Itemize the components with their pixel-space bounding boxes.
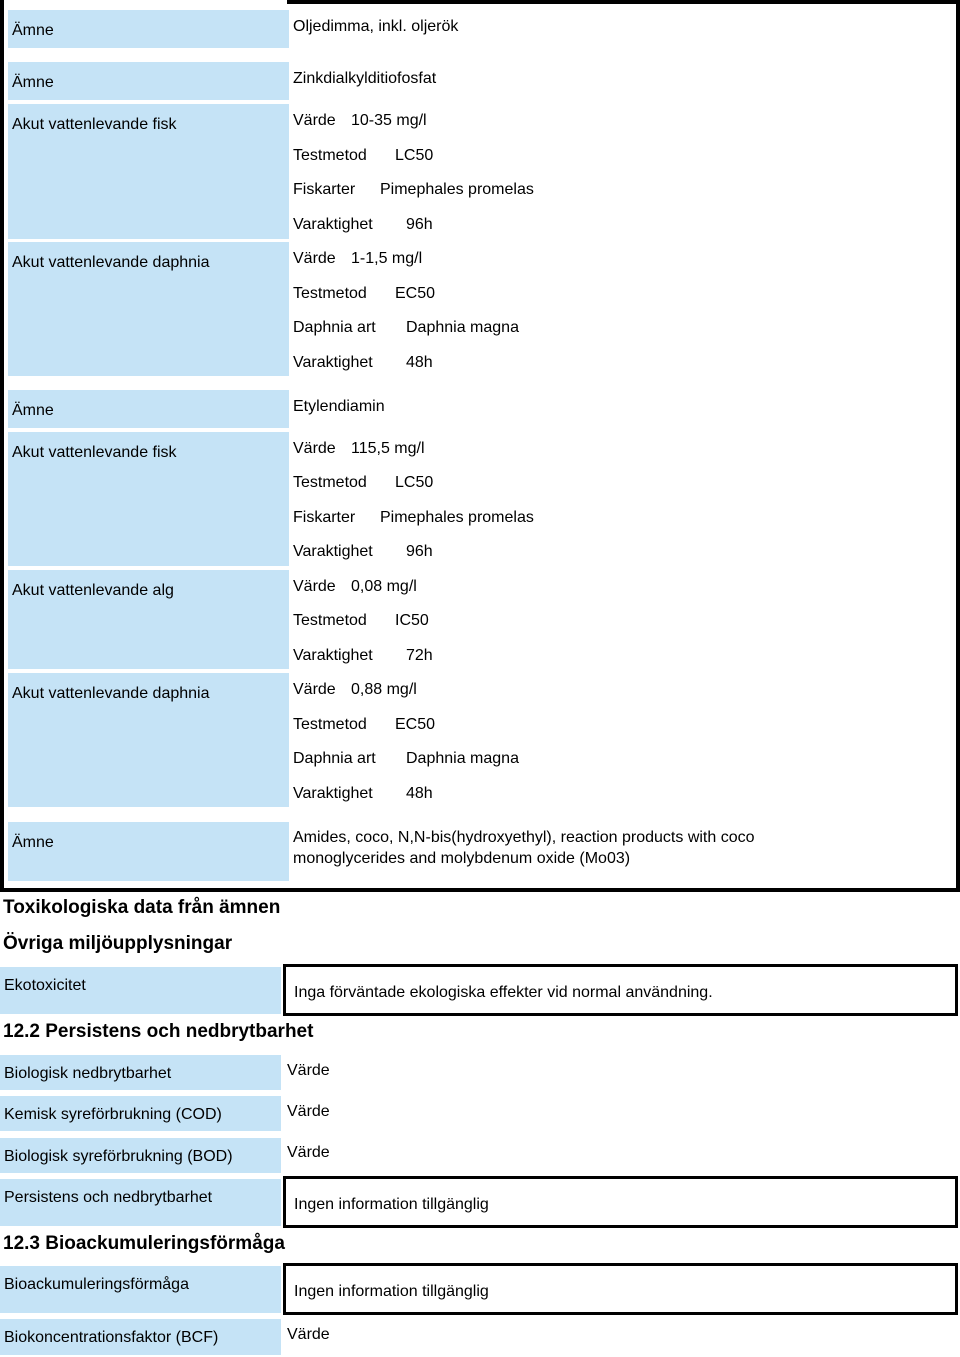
test-key: Varaktighet [293, 785, 373, 802]
test-key: Fiskarter [293, 509, 356, 526]
bioack-value-box [283, 1263, 958, 1315]
test-key: Värde [293, 112, 336, 129]
test-key: Varaktighet [293, 216, 373, 233]
section-heading-persist: 12.2 Persistens och nedbrytbarhet [3, 1021, 314, 1042]
persist-value: Värde [287, 1062, 330, 1079]
test-key: Varaktighet [293, 647, 373, 664]
test-row [293, 750, 519, 768]
test-key: Testmetod [293, 716, 367, 733]
persist-value: Ingen information tillgänglig [294, 1196, 489, 1213]
test-key: Testmetod [293, 147, 367, 164]
substance-name: Etylendiamin [293, 398, 385, 415]
test-key: Testmetod [293, 474, 367, 491]
substance-name-line2: monoglycerides and molybdenum oxide (Mo03) [293, 850, 631, 867]
substance-label-cell [8, 10, 289, 48]
persist-label: Kemisk syreförbrukning (COD) [4, 1106, 222, 1123]
persist-label-cell [0, 1096, 281, 1131]
test-row [293, 147, 433, 165]
test-key: Varaktighet [293, 354, 373, 371]
test-value: 1-1,5 mg/l [351, 250, 423, 267]
test-value: LC50 [395, 474, 434, 491]
substance-label: Ämne [12, 74, 54, 91]
substance-name-line1: Amides, coco, N,N-bis(hydroxyethyl), reaction products with coco [293, 829, 755, 846]
test-group-label-cell [8, 432, 289, 566]
test-value: 10-35 mg/l [351, 112, 427, 129]
test-value: Pimephales promelas [380, 509, 534, 526]
substance-label-cell [8, 62, 289, 100]
test-key: Testmetod [293, 285, 367, 302]
persist-label-cell [0, 1055, 281, 1090]
test-row [293, 319, 519, 337]
test-value: EC50 [395, 716, 436, 733]
persist-label-cell [0, 1138, 281, 1173]
ekotox-label-cell [0, 967, 281, 1014]
test-value: 0,08 mg/l [351, 578, 417, 595]
bioack-label-cell [0, 1266, 281, 1313]
section-heading-bioack: 12.3 Bioackumuleringsförmåga [3, 1233, 285, 1254]
test-key: Fiskarter [293, 181, 356, 198]
test-group-label-cell [8, 104, 289, 239]
table-top-border [287, 0, 960, 4]
substance-label: Ämne [12, 834, 54, 851]
persist-value-box [283, 1176, 958, 1228]
persist-label: Biologisk syreförbrukning (BOD) [4, 1148, 233, 1165]
test-row [293, 440, 425, 458]
test-group-label: Akut vattenlevande daphnia [12, 254, 210, 271]
test-key: Värde [293, 681, 336, 698]
test-row [293, 543, 433, 561]
persist-label: Biologisk nedbrytbarhet [4, 1065, 172, 1082]
test-value: Pimephales promelas [380, 181, 534, 198]
test-key: Varaktighet [293, 543, 373, 560]
substance-label: Ämne [12, 22, 54, 39]
test-key: Daphnia art [293, 750, 376, 767]
bioack-value: Ingen information tillgänglig [294, 1283, 489, 1300]
section-heading-tox: Toxikologiska data från ämnen [3, 897, 281, 918]
test-value: 0,88 mg/l [351, 681, 417, 698]
test-row [293, 716, 435, 734]
test-key: Värde [293, 250, 336, 267]
test-value: 72h [406, 647, 433, 664]
test-row [293, 112, 427, 130]
bioack-label: Biokoncentrationsfaktor (BCF) [4, 1329, 219, 1346]
ekotox-value-box [283, 964, 958, 1016]
bioack-value: Värde [287, 1326, 330, 1343]
test-group-label-cell [8, 570, 289, 669]
persist-label-cell [0, 1179, 281, 1226]
persist-value: Värde [287, 1103, 330, 1120]
test-value: Daphnia magna [406, 750, 519, 767]
test-value: EC50 [395, 285, 436, 302]
test-value: 96h [406, 216, 433, 233]
test-row [293, 612, 429, 630]
test-key: Värde [293, 578, 336, 595]
substance-label: Ämne [12, 402, 54, 419]
test-row [293, 181, 534, 199]
test-value: 48h [406, 354, 433, 371]
substance-name: Oljedimma, inkl. oljerök [293, 18, 459, 35]
substance-label-cell [8, 822, 289, 881]
test-key: Testmetod [293, 612, 367, 629]
test-row [293, 509, 534, 527]
test-row [293, 354, 433, 372]
test-row [293, 681, 417, 699]
test-value: 115,5 mg/l [351, 440, 425, 457]
bioack-label: Bioackumuleringsförmåga [4, 1276, 189, 1293]
test-row [293, 474, 433, 492]
test-value: Daphnia magna [406, 319, 519, 336]
test-row [293, 647, 433, 665]
ekotox-label: Ekotoxicitet [4, 977, 86, 994]
test-group-label: Akut vattenlevande daphnia [12, 685, 210, 702]
substance-label-cell [8, 390, 289, 428]
test-group-label: Akut vattenlevande fisk [12, 116, 177, 133]
test-group-label-cell [8, 242, 289, 376]
test-row [293, 285, 435, 303]
test-row [293, 578, 417, 596]
test-value: IC50 [395, 612, 429, 629]
test-row [293, 216, 433, 234]
test-group-label-cell [8, 673, 289, 807]
test-value: 48h [406, 785, 433, 802]
bioack-label-cell [0, 1319, 281, 1355]
test-key: Värde [293, 440, 336, 457]
ekotox-value: Inga förväntade ekologiska effekter vid normal användning. [294, 984, 713, 1001]
substance-name: Zinkdialkylditiofosfat [293, 70, 437, 87]
persist-label: Persistens och nedbrytbarhet [4, 1189, 213, 1206]
test-row [293, 250, 422, 268]
test-key: Daphnia art [293, 319, 376, 336]
test-value: 96h [406, 543, 433, 560]
test-row [293, 785, 433, 803]
section-heading-ovriga: Övriga miljöupplysningar [3, 933, 233, 954]
persist-value: Värde [287, 1144, 330, 1161]
test-group-label: Akut vattenlevande fisk [12, 444, 177, 461]
test-group-label: Akut vattenlevande alg [12, 582, 174, 599]
test-value: LC50 [395, 147, 434, 164]
